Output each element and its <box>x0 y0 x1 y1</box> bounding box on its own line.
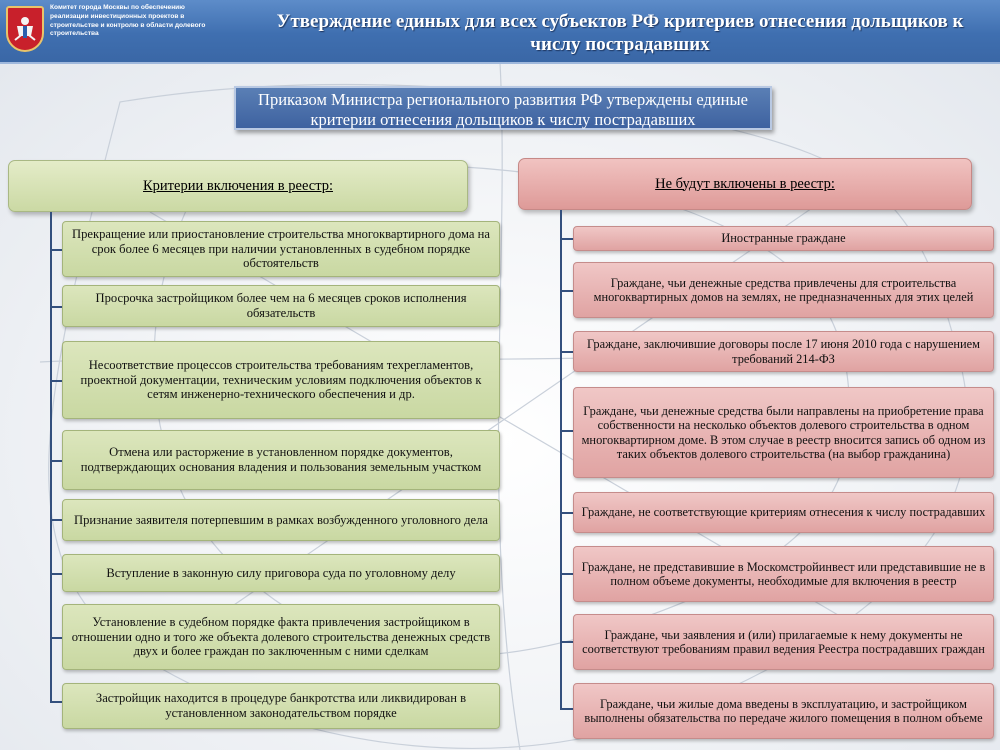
left-connector-branch <box>50 573 62 575</box>
exclusion-criterion: Граждане, заключившие договоры после 17 июня 2010 года с нарушением требований 214-ФЗ <box>573 331 994 372</box>
right-connector-branch <box>560 430 574 432</box>
subtitle-box: Приказом Министра регионального развития РФ утверждены единые критерии отнесения дольщиков к числу пострадавших <box>234 86 772 130</box>
inclusion-criteria-heading <box>8 160 468 212</box>
inclusion-criterion: Несоответствие процессов строительства требованиям техрегламентов, проектной документации, техническим условиям подключения объектов к сетям инженерно-технического обеспечения и др. <box>62 341 500 419</box>
exclusion-heading-label: Не будут включены в реестр: <box>655 175 835 192</box>
left-connector-branch <box>50 701 62 703</box>
right-connector-trunk <box>560 210 562 710</box>
exclusion-criterion: Граждане, чьи жилые дома введены в эксплуатацию, и застройщиком выполнены обязательства по передаче жилого помещения в полном объеме <box>573 683 994 739</box>
right-connector-branch <box>560 573 574 575</box>
exclusion-criterion: Граждане, чьи денежные средства были направлены на приобретение права собственности на несколько объектов долевого строительства в одном многоквартирном доме. В этом случае в реестр вносится запись об одном из таких объектов долевого строительства (на выбор гражданина) <box>573 387 994 478</box>
inclusion-criterion: Отмена или расторжение в установленном порядке документов, подтверждающих основания владения и пользования земельным участком <box>62 430 500 490</box>
left-connector-branch <box>50 519 62 521</box>
left-connector-branch <box>50 460 62 462</box>
right-connector-branch <box>560 351 574 353</box>
inclusion-criteria-heading-label: Критерии включения в реестр: <box>143 177 333 194</box>
right-connector-branch <box>560 290 574 292</box>
exclusion-criterion: Граждане, чьи денежные средства привлечены для строительства многоквартирных домов на землях, не предназначенных для этих целей <box>573 262 994 318</box>
exclusion-criterion: Граждане, не соответствующие критериям отнесения к числу пострадавших <box>573 492 994 533</box>
right-connector-branch <box>560 708 574 710</box>
page-title: Утверждение единых для всех субъектов РФ критериев отнесения дольщиков к числу пострадавших <box>276 11 964 55</box>
org-name: Комитет города Москвы по обеспечению реализации инвестиционных проектов в строительстве и контролю в области долевого строительства <box>50 4 206 38</box>
inclusion-criterion: Прекращение или приостановление строительства многоквартирного дома на срок более 6 месяцев при наличии установленных в судебном порядке обстоятельств <box>62 221 500 277</box>
left-connector-branch <box>50 249 62 251</box>
header-bar <box>0 0 1000 64</box>
moscow-coat-of-arms-icon <box>6 6 44 52</box>
inclusion-criterion: Вступление в законную силу приговора суда по уголовному делу <box>62 554 500 592</box>
inclusion-criterion: Просрочка застройщиком более чем на 6 месяцев сроков исполнения обязательств <box>62 285 500 327</box>
left-connector-branch <box>50 637 62 639</box>
inclusion-criterion: Признание заявителя потерпевшим в рамках возбужденного уголовного дела <box>62 499 500 541</box>
inclusion-criterion: Застройщик находится в процедуре банкротства или ликвидирован в установленном законодательством порядке <box>62 683 500 729</box>
exclusion-heading <box>518 158 972 210</box>
right-connector-branch <box>560 238 574 240</box>
exclusion-criterion: Граждане, не представившие в Москомстройинвест или представившие не в полном объеме документы, необходимые для включения в реестр <box>573 546 994 602</box>
exclusion-criterion: Граждане, чьи заявления и (или) прилагаемые к нему документы не соответствуют требованиям правил ведения Реестра пострадавших граждан <box>573 614 994 670</box>
left-connector-branch <box>50 380 62 382</box>
right-connector-branch <box>560 641 574 643</box>
inclusion-criterion: Установление в судебном порядке факта привлечения застройщиком в отношении одно и того же объекта долевого строительства денежных средств двух и более граждан по заключенным с ними сделкам <box>62 604 500 670</box>
exclusion-criterion: Иностранные граждане <box>573 226 994 251</box>
left-connector-branch <box>50 306 62 308</box>
left-connector-trunk <box>50 212 52 702</box>
right-connector-branch <box>560 512 574 514</box>
